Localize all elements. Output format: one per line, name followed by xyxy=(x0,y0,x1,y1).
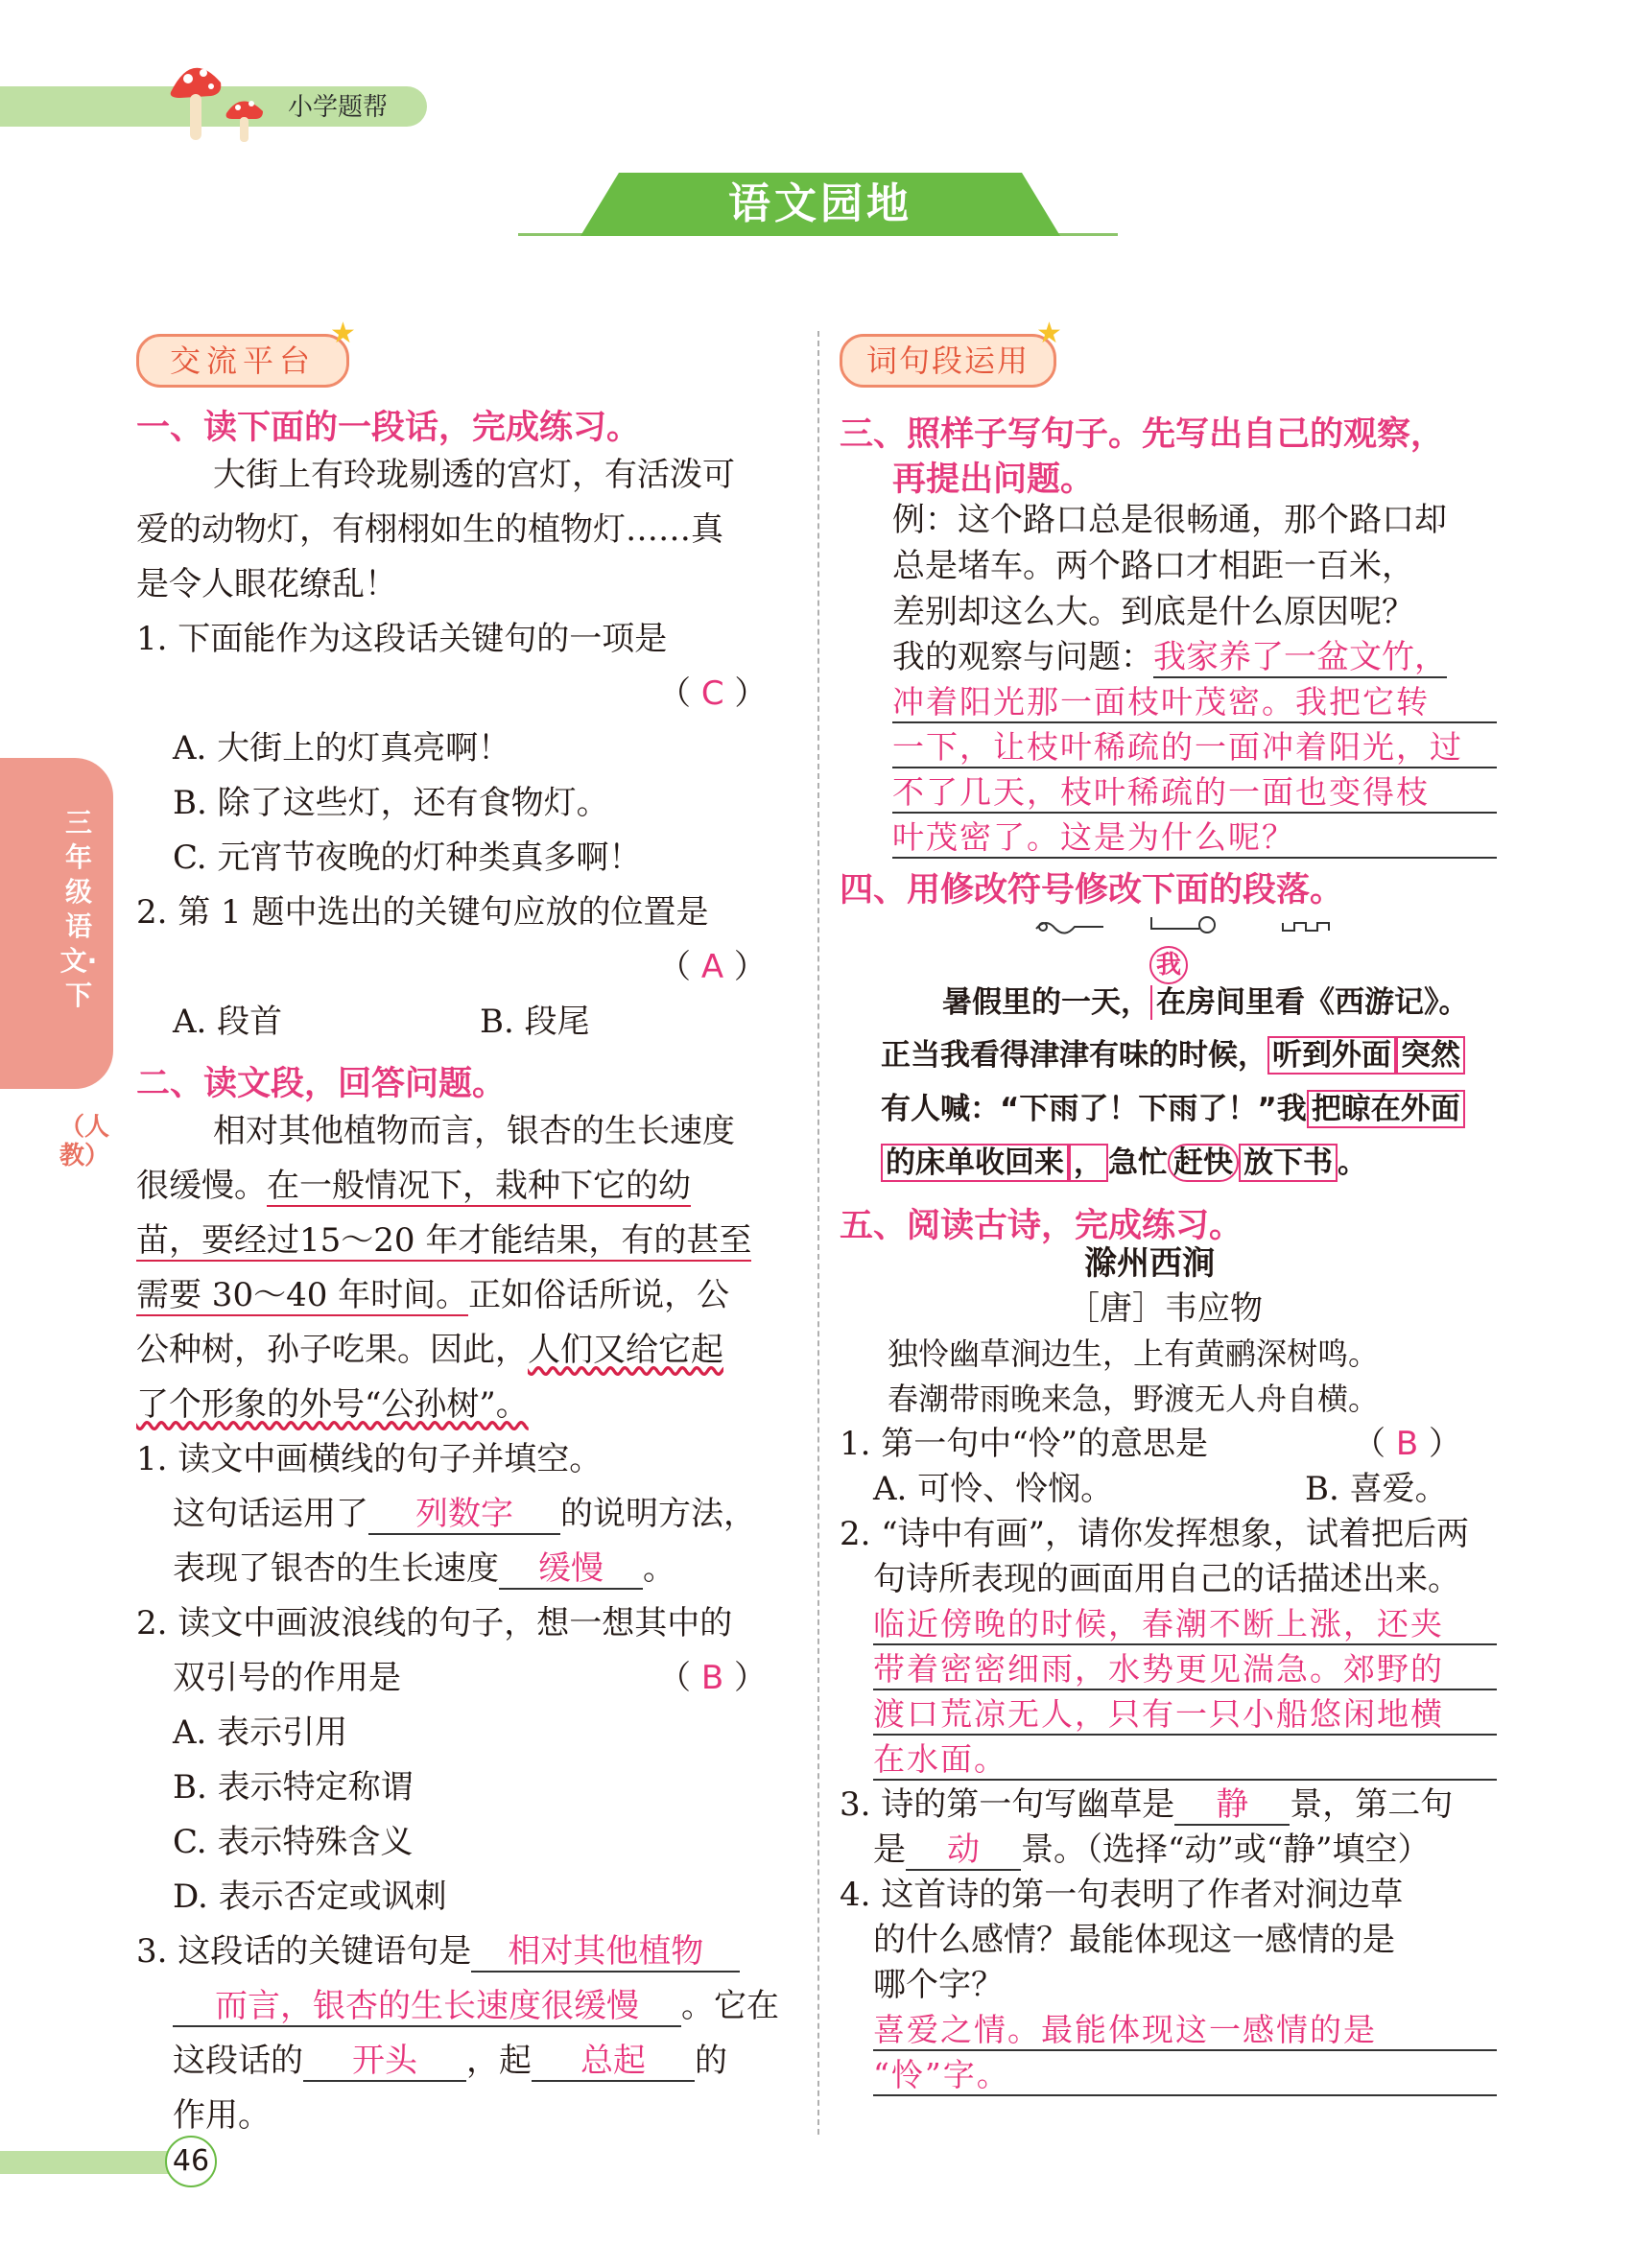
answer-blank: 列数字 xyxy=(368,1495,560,1535)
section-pill-exchange: 交流平台 xyxy=(136,334,349,388)
option-b: B. 喜爱。 xyxy=(1305,1470,1448,1508)
answer-bracket: （ B ） xyxy=(658,1659,767,1697)
answer-line: 渡口荒凉无人，只有一只小船悠闲地横 xyxy=(873,1695,1497,1736)
revision-symbols-icon xyxy=(1031,910,1358,938)
option-c: C. 表示特殊含义 xyxy=(173,1823,414,1861)
answer-line: 在水面。 xyxy=(873,1740,1497,1781)
section-3-title-cont: 再提出问题。 xyxy=(892,461,1095,499)
section-3-title: 三、照样子写句子。先写出自己的观察， xyxy=(840,415,1445,454)
question-2-3-cont: 这段话的 开头 ，起 总起 的 xyxy=(173,2042,727,2080)
column-divider xyxy=(817,331,819,2135)
option-a: A. 段首 xyxy=(173,1003,283,1041)
option-b: B. 除了这些灯，还有食物灯。 xyxy=(173,784,609,822)
question-2-3-cont: 作用。 xyxy=(173,2096,271,2135)
edition-label: （人教） xyxy=(59,1113,110,1170)
page-title: 语文园地 xyxy=(728,179,912,228)
question-5-3: 3. 诗的第一句写幽草是 静 景，第二句 xyxy=(840,1785,1454,1824)
question-5-3-cont: 是 动 景。（选择“动”或“静”填空） xyxy=(873,1831,1431,1869)
answer-choice: C xyxy=(700,674,724,713)
section-4-title: 四、用修改符号修改下面的段落。 xyxy=(840,871,1344,910)
answer-line: “怜”字。 xyxy=(873,2056,1497,2096)
section-1-title: 一、读下面的一段话，完成练习。 xyxy=(136,409,641,447)
answer-line: 喜爱之情。最能体现这一感情的是 xyxy=(873,2011,1497,2051)
revise-line-2: 正当我看得津津有味的时候， 听到外面 突然 xyxy=(881,1036,1465,1075)
answer-blank: 静 xyxy=(1174,1785,1290,1826)
answer-text: 我家养了一盆文竹， xyxy=(1153,638,1447,676)
question-5-4: 4. 这首诗的第一句表明了作者对涧边草 xyxy=(840,1876,1404,1914)
passage-line: 苗，要经过15～20 年才能结果，有的甚至 xyxy=(136,1221,752,1260)
option-a: A. 可怜、怜悯。 xyxy=(873,1470,1114,1508)
option-d: D. 表示否定或讽刺 xyxy=(173,1878,447,1916)
passage-line: 是令人眼花缭乱！ xyxy=(136,565,397,603)
passage-line: 大街上有玲珑剔透的宫灯，有活泼可 xyxy=(213,456,735,494)
brand-name: 小学题帮 xyxy=(288,93,389,122)
section-5-title: 五、阅读古诗，完成练习。 xyxy=(840,1207,1243,1245)
poem-title: 滁州西涧 xyxy=(1084,1244,1215,1283)
answer-bracket: （ C ） xyxy=(658,674,768,713)
revise-line-1: 暑假里的一天， 在房间里看《西游记》。 xyxy=(942,985,1469,1020)
answer-line: 一下，让枝叶稀疏的一面冲着阳光，过 xyxy=(892,728,1497,768)
answer-blank: 总起 xyxy=(532,2042,695,2082)
star-icon: ★ xyxy=(1036,317,1062,350)
answer-blank: 而言，银杏的生长速度很缓慢 xyxy=(173,1987,681,2027)
revise-line-4: 的床单收回来 ， 急忙 赶快 放下书 。 xyxy=(881,1144,1367,1182)
insertion-mark: 我 xyxy=(1149,946,1188,984)
revise-line-3: 有人喊：“下雨了！下雨了！”我 把晾在外面 xyxy=(881,1090,1465,1128)
answer-line: 不了几天，枝叶稀疏的一面也变得枝 xyxy=(892,773,1497,814)
passage-line: 很缓慢。在一般情况下，栽种下它的幼 xyxy=(136,1167,691,1205)
section-pill-usage: 词句段运用 xyxy=(840,334,1056,388)
passage-line: 了个形象的外号“公孙树”。 xyxy=(136,1385,529,1424)
question-2-2: 2. 读文中画波浪线的句子，想一想其中的 xyxy=(136,1604,733,1642)
option-b: B. 表示特定称谓 xyxy=(173,1768,414,1807)
answer-bracket: （ A ） xyxy=(658,948,767,986)
section-2-title: 二、读文段，回答问题。 xyxy=(136,1065,507,1103)
question-5-4-cont: 哪个字？ xyxy=(873,1966,1004,2004)
passage-line: 相对其他植物而言，银杏的生长速度 xyxy=(213,1112,735,1150)
option-c: C. 元宵节夜晚的灯种类真多啊！ xyxy=(173,839,642,877)
answer-line: 带着密密细雨，水势更见湍急。郊野的 xyxy=(873,1650,1497,1690)
question-2-1: 1. 读文中画横线的句子并填空。 xyxy=(136,1440,603,1478)
poem-author: ［唐］韦应物 xyxy=(1067,1289,1263,1328)
passage-line: 爱的动物灯，有栩栩如生的植物灯……真 xyxy=(136,510,723,549)
question-5-1: 1. 第一句中“怜”的意思是 xyxy=(840,1425,1209,1463)
grade-label: 三年级语文·下 xyxy=(59,807,98,1011)
option-a: A. 表示引用 xyxy=(173,1713,348,1752)
question-2-3: 3. 这段话的关键语句是 相对其他植物 xyxy=(136,1932,740,1973)
fill-line: 表现了银杏的生长速度 缓慢 。 xyxy=(173,1549,675,1588)
answer-choice: B xyxy=(1395,1425,1419,1463)
page-bar xyxy=(0,2151,192,2174)
answer-choice: A xyxy=(700,948,724,986)
option-a: A. 大街上的灯真亮啊！ xyxy=(173,729,511,768)
question-2-2-cont: 双引号的作用是 xyxy=(173,1659,401,1697)
answer-line: 临近傍晚的时候，春潮不断上涨，还夹 xyxy=(873,1605,1497,1645)
answer-choice: B xyxy=(700,1659,724,1697)
observation-line: 我的观察与问题：我家养了一盆文竹， xyxy=(892,638,1447,676)
question-5-4-cont: 的什么感情？最能体现这一感情的是 xyxy=(873,1921,1395,1959)
answer-bracket: （ B ） xyxy=(1353,1425,1461,1463)
answer-blank: 缓慢 xyxy=(499,1549,643,1590)
answer-blank: 相对其他植物 xyxy=(471,1932,740,1973)
answer-line: 冲着阳光那一面枝叶茂密。我把它转 xyxy=(892,683,1497,723)
example-line: 总是堵车。两个路口才相距一百米， xyxy=(892,547,1414,585)
answer-blank: 动 xyxy=(906,1831,1021,1871)
poem-line: 春潮带雨晚来急，野渡无人舟自横。 xyxy=(888,1381,1380,1417)
question-1-1: 1. 下面能作为这段话关键句的一项是 xyxy=(136,620,668,658)
passage-line: 公种树，孙子吃果。因此，人们又给它起 xyxy=(136,1331,723,1369)
star-icon: ★ xyxy=(330,317,356,350)
mushroom-icon xyxy=(163,54,278,150)
question-5-2: 2. “诗中有画”，请你发挥想象，试着把后两 xyxy=(840,1515,1470,1553)
poem-line: 独怜幽草涧边生，上有黄鹂深树鸣。 xyxy=(888,1335,1380,1372)
example-line: 差别却这么大。到底是什么原因呢？ xyxy=(892,593,1414,631)
example-line: 例：这个路口总是很畅通，那个路口却 xyxy=(892,501,1447,539)
answer-line: 叶茂密了。这是为什么呢？ xyxy=(892,818,1497,859)
option-b: B. 段尾 xyxy=(480,1003,590,1041)
passage-line: 需要 30～40 年时间。正如俗话所说，公 xyxy=(136,1276,730,1314)
answer-blank: 开头 xyxy=(303,2042,466,2082)
question-2-3-cont: 而言，银杏的生长速度很缓慢 。它在 xyxy=(173,1987,779,2027)
question-1-2: 2. 第 1 题中选出的关键句应放的位置是 xyxy=(136,893,709,932)
page-number: 46 xyxy=(165,2136,217,2187)
question-5-2-cont: 句诗所表现的画面用自己的话描述出来。 xyxy=(873,1560,1460,1598)
fill-line: 这句话运用了 列数字 的说明方法， xyxy=(173,1495,756,1533)
